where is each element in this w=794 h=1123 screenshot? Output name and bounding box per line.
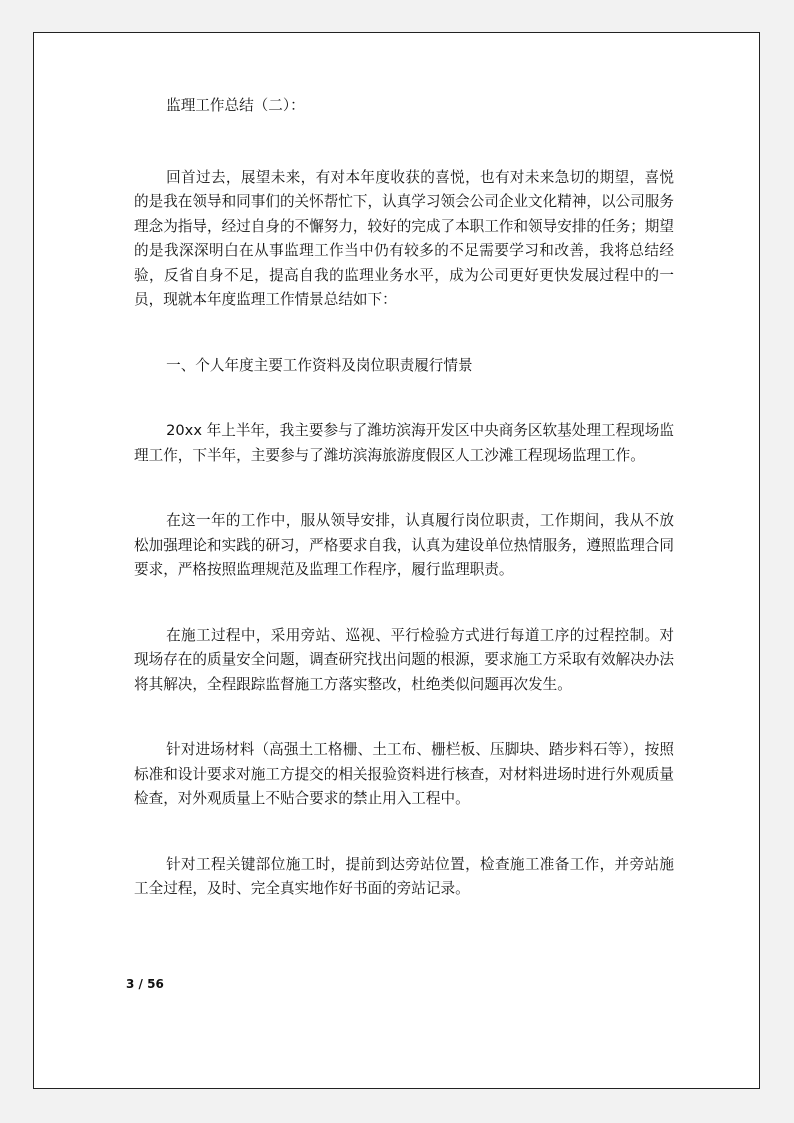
paragraph-duties: 在这一年的工作中，服从领导安排，认真履行岗位职责，工作期间，我从不放松加强理论和实践的研习，严格要求自我，认真为建设单位热情服务，遵照监理合同要求，严格按照监理规范及监理工作程序，履行监理职责。 bbox=[134, 512, 674, 578]
section-heading: 一、个人年度主要工作资料及岗位职责履行情景 bbox=[166, 356, 473, 374]
document-title: 监理工作总结（二）： bbox=[166, 97, 305, 114]
document-body bbox=[134, 94, 674, 902]
paragraph-work-summary: 20xx 年上半年，我主要参与了潍坊滨海开发区中央商务区软基处理工程现场监理工作，下半年，主要参与了潍坊滨海旅游度假区人工沙滩工程现场监理工作。 bbox=[134, 422, 674, 464]
page-number: 3 / 56 bbox=[126, 977, 164, 991]
paragraph-intro: 回首过去，展望未来，有对本年度收获的喜悦，也有对未来急切的期望，喜悦的是我在领导和同事们的关怀帮忙下，认真学习领会公司企业文化精神，以公司服务理念为指导，经过自身的不懈努力，较好的完成了本职工作和领导安排的任务；期望的是我深深明白在从事监理工作当中仍有较多的不足需要学习和改善，我将总结经验，反省自身不足，提高自我的监理业务水平，成为公司更好更快发展过程中的一员，现就本年度监理工作情景总结如下： bbox=[134, 168, 674, 308]
paragraph-materials: 针对进场材料（高强土工格栅、土工布、栅栏板、压脚块、踏步料石等），按照标准和设计要求对施工方提交的相关报验资料进行核查，对材料进场时进行外观质量检查，对外观质量上不贴合要求的禁止用入工程中。 bbox=[134, 741, 674, 807]
paragraph-key-parts: 针对工程关键部位施工时，提前到达旁站位置，检查施工准备工作，并旁站施工全过程，及时、完全真实地作好书面的旁站记录。 bbox=[134, 855, 674, 897]
paragraph-process-control: 在施工过程中，采用旁站、巡视、平行检验方式进行每道工序的过程控制。对现场存在的质量安全问题，调查研究找出问题的根源，要求施工方采取有效解决办法将其解决，全程跟踪监督施工方落实整改，杜绝类似问题再次发生。 bbox=[134, 626, 674, 693]
